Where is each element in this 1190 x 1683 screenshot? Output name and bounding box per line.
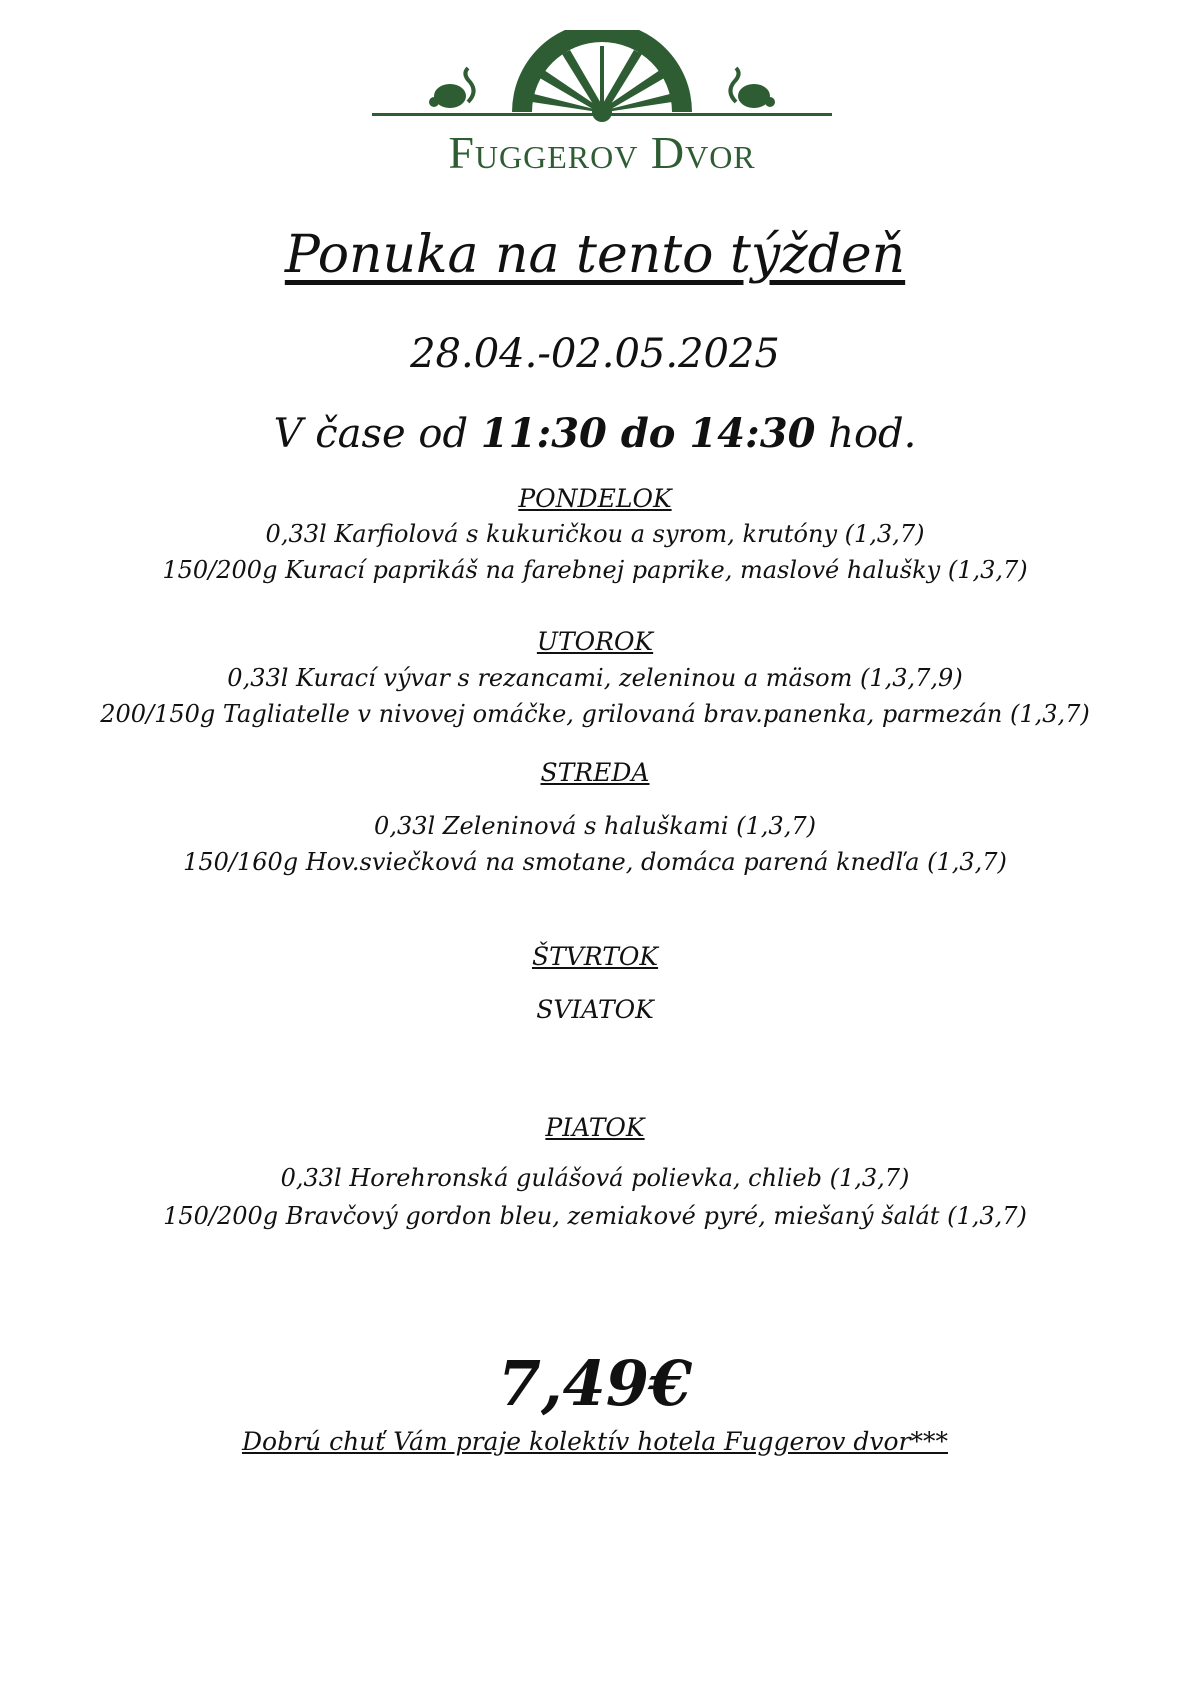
menu-item: 0,33l Kurací vývar s rezancami, zeleninou a mäsom (1,3,7,9) [227,664,963,692]
day-heading-thursday: ŠTVRTOK [531,942,659,971]
menu-item: 0,33l Zeleninová s haluškami (1,3,7) [374,812,816,840]
serving-hours [0,410,1190,458]
hours-prefix: V čase od [273,411,469,457]
wagon-wheel-logo-icon [372,30,832,130]
day-heading-wednesday: STREDA [540,758,650,787]
day-heading-monday: PONDELOK [518,484,672,513]
brand-name: Fuggerov Dvor [448,127,756,178]
hours-time: 11:30 do 14:30 [480,410,816,457]
menu-item: 150/200g Bravčový gordon bleu, zemiakové pyré, miešaný šalát (1,3,7) [163,1202,1027,1230]
page-title: Ponuka na tento týždeň [284,225,906,285]
menu-price: 7,49€ [497,1347,693,1420]
closing-note: Dobrú chuť Vám praje kolektív hotela Fuggerov dvor*** [241,1427,948,1456]
holiday-note: SVIATOK [536,995,654,1024]
menu-item: 150/160g Hov.sviečková na smotane, domáca parená knedľa (1,3,7) [183,848,1007,876]
hours-suffix: hod. [828,411,917,457]
menu-item: 150/200g Kurací paprikáš na farebnej paprike, maslové halušky (1,3,7) [162,556,1028,584]
day-heading-friday: PIATOK [545,1113,645,1142]
menu-item: 0,33l Horehronská gulášová polievka, chlieb (1,3,7) [280,1164,910,1192]
menu-item: 0,33l Karfiolová s kukuričkou a syrom, krutóny (1,3,7) [265,520,925,548]
logo [372,30,832,180]
day-heading-tuesday: UTOROK [536,627,654,656]
menu-item: 200/150g Tagliatelle v nivovej omáčke, grilovaná brav.panenka, parmezán (1,3,7) [100,700,1090,728]
date-range: 28.04.-02.05.2025 [410,331,780,377]
